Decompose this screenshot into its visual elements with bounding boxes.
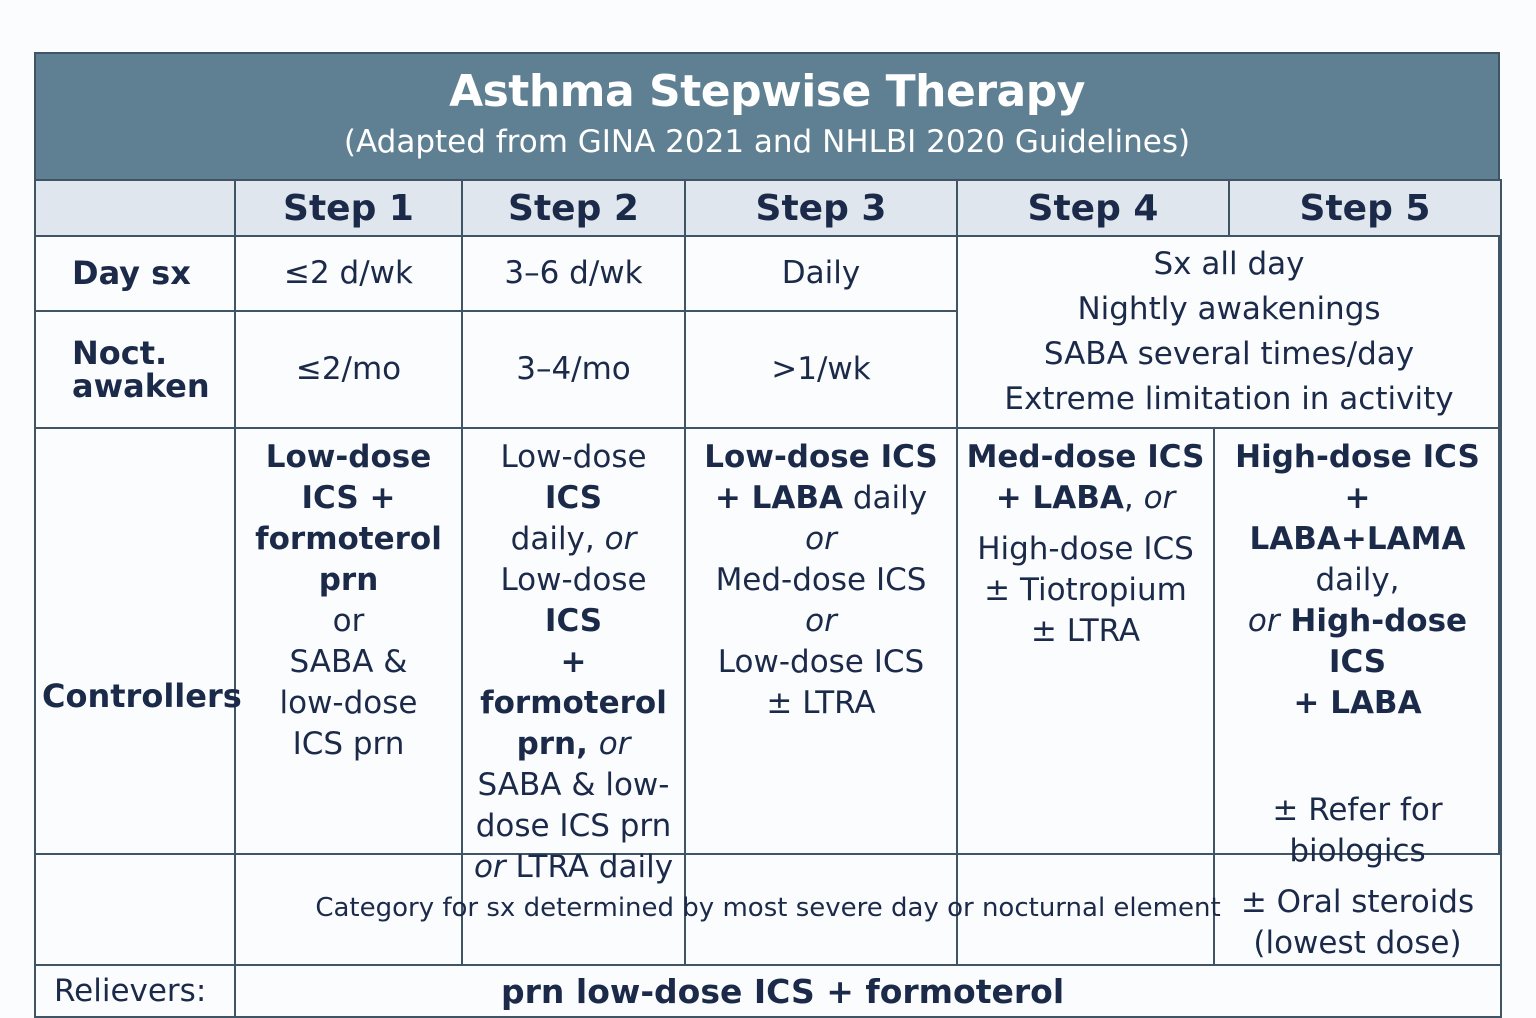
controllers-step-3: Low-dose ICS + LABA daily or Med-dose ICS or Low-dose ICS ± LTRA [685,428,957,965]
day-sx-row [35,236,1501,311]
day-sx-label: Day sx [35,236,235,311]
header-step-4: Step 4 [957,180,1229,236]
page-subtitle: (Adapted from GINA 2021 and NHLBI 2020 Guidelines) [343,124,1191,160]
day-sx-step-2: 3–6 d/wk [462,236,685,311]
relievers-label: Relievers: [35,965,235,1017]
severe-line: Extreme limitation in activity [1004,381,1454,417]
severe-symptoms-cell [957,236,1501,428]
header-step-5: Step 5 [1229,180,1501,236]
controllers-step-5: High-dose ICS + LABA+LAMA daily, or High-dose ICS + LABA ± Refer for biologics ± Oral steroids (lowest dose) [1214,428,1501,965]
controllers-row [35,428,1501,965]
header-step-1: Step 1 [235,180,462,236]
page-title: Asthma Stepwise Therapy [449,66,1085,117]
controllers-step-1: Low-dose ICS + formoterol prn or SABA & low-dose ICS prn [235,428,462,965]
relievers-row [35,965,1501,1017]
controllers-step-4: Med-dose ICS + LABA, or High-dose ICS ± Tiotropium ± LTRA [957,428,1214,965]
day-sx-step-3: Daily [685,236,957,311]
header-step-2: Step 2 [462,180,685,236]
severe-line: SABA several times/day [1043,336,1415,372]
severe-line: Sx all day [1153,246,1305,282]
header-row [35,180,1501,236]
noct-awaken-label: Noct. awaken [35,311,235,428]
footnote: Category for sx determined by most severe day or nocturnal element [315,893,1221,923]
title-banner [36,54,1498,179]
relievers-value: prn low-dose ICS + formoterol [235,965,1501,1017]
severe-line: Nightly awakenings [1077,291,1381,327]
controllers-label: Controllers [35,428,235,965]
noct-step-2: 3–4/mo [462,311,685,428]
day-sx-step-1: ≤2 d/wk [235,236,462,311]
noct-step-3: >1/wk [685,311,957,428]
noct-step-1: ≤2/mo [235,311,462,428]
header-empty-cell [35,180,235,236]
controllers-step-2: Low-dose ICS daily, or Low-dose ICS + formoterol prn, or SABA & low- dose ICS prn or LTRA daily [462,428,685,965]
header-step-3: Step 3 [685,180,957,236]
